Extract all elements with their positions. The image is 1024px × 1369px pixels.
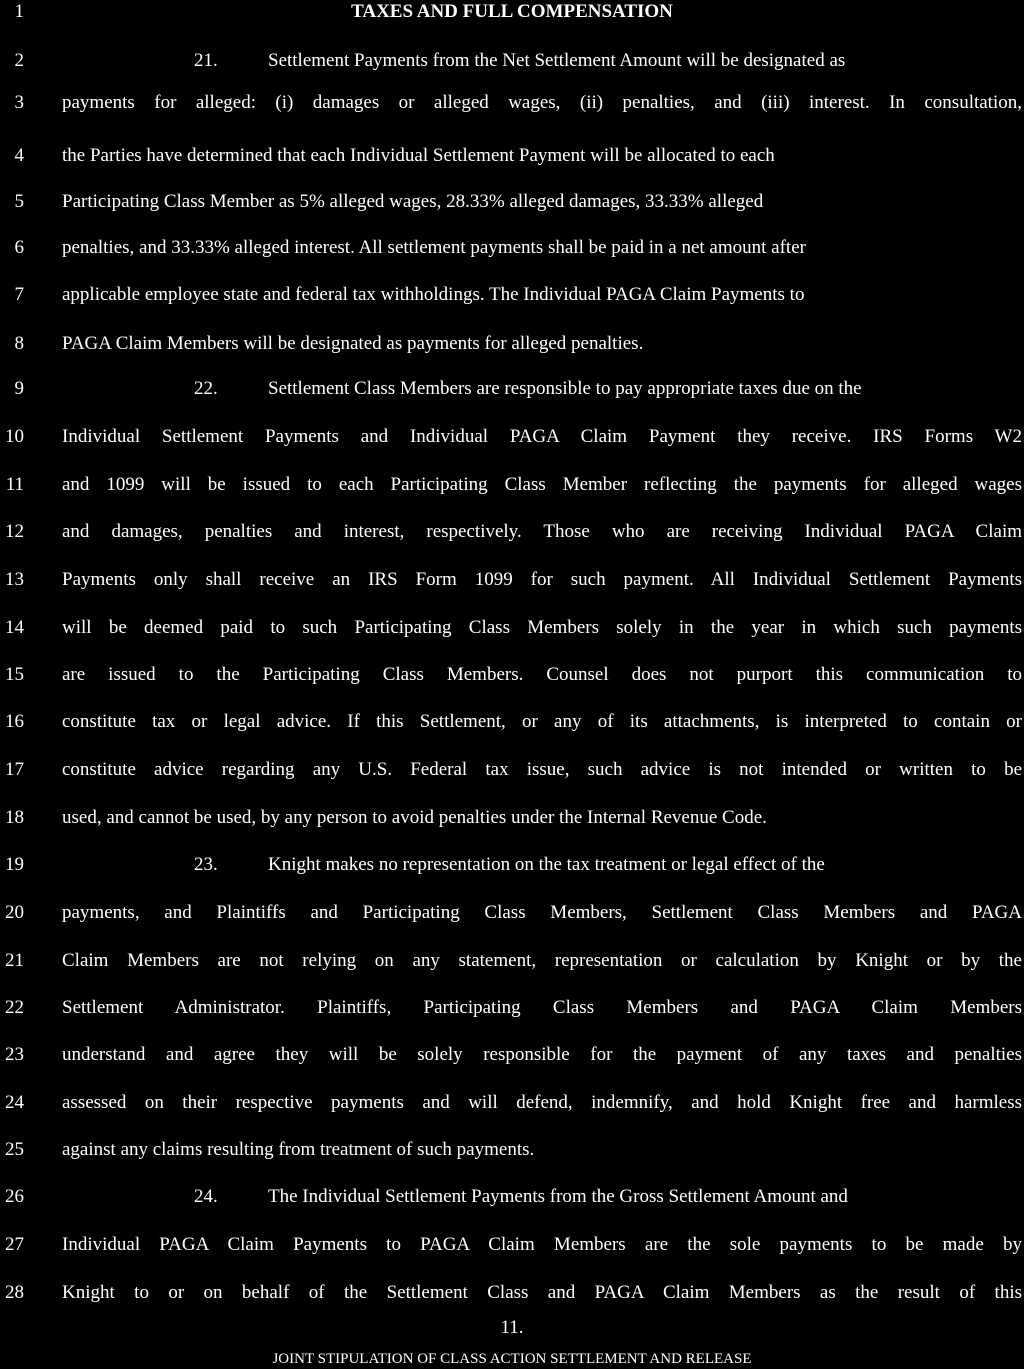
body-text-line: against any claims resulting from treatment of such payments. [62,1139,535,1160]
line-text: Settlement Class Members are responsible to pay appropriate taxes due on the [268,378,862,399]
body-text-line: Payments only shall receive an IRS Form 1099 for such payment. All Individual Settlement Payments [62,569,1022,590]
body-text-line: used, and cannot be used, by any person to avoid penalties under the Internal Revenue Code. [62,807,767,828]
page-number: 11. [500,1317,524,1338]
body-text-line: understand and agree they will be solely responsible for the payment of any taxes and penalties [62,1044,1022,1065]
body-text-line: Knight to or on behalf of the Settlement Class and PAGA Claim Members as the result of this [62,1282,1022,1303]
line-number: 3 [14,92,24,113]
line-number: 23 [5,1044,24,1065]
body-text-line: penalties, and 33.33% alleged interest. All settlement payments shall be paid in a net amount after [62,237,806,258]
line-number: 13 [5,569,24,590]
body-text-line: PAGA Claim Members will be designated as payments for alleged penalties. [62,333,644,354]
paragraph-number: 22. [194,378,218,399]
body-text-line: are issued to the Participating Class Members. Counsel does not purport this communication to [62,664,1022,685]
body-text-line: constitute advice regarding any U.S. Federal tax issue, such advice is not intended or written to be [62,759,1022,780]
line-number: 8 [14,333,24,354]
line-text: Settlement Payments from the Net Settlement Amount will be designated as [268,50,846,71]
paragraph-start-line [194,377,1022,401]
line-number: 25 [5,1139,24,1160]
line-number: 16 [5,711,24,732]
paragraph-start-line [194,1185,1022,1209]
line-number: 24 [5,1092,24,1113]
paragraph-start-line [194,853,1022,877]
line-number: 4 [14,145,24,166]
line-number: 11 [5,474,24,495]
line-number: 2 [14,50,24,71]
line-number: 20 [5,902,24,923]
body-text-line: Settlement Administrator. Plaintiffs, Participating Class Members and PAGA Claim Members [62,997,1022,1018]
body-text-line: assessed on their respective payments and will defend, indemnify, and hold Knight free and harmless [62,1092,1022,1113]
body-text-line: Individual PAGA Claim Payments to PAGA Claim Members are the sole payments to be made by [62,1234,1022,1255]
line-number: 9 [14,378,24,399]
line-number: 21 [5,950,24,971]
line-number: 22 [5,997,24,1018]
paragraph-number: 23. [194,854,218,875]
body-text-line: the Parties have determined that each Individual Settlement Payment will be allocated to each [62,145,775,166]
line-number: 1 [14,1,24,22]
body-text-line: payments for alleged: (i) damages or alleged wages, (ii) penalties, and (iii) interest. In consultation, [62,92,1022,113]
paragraph-number: 21. [194,50,218,71]
body-text-line: and 1099 will be issued to each Participating Class Member reflecting the payments for alleged wages [62,474,1022,495]
paragraph-start-line [194,49,1022,73]
line-number: 7 [14,284,24,305]
body-text-line: Individual Settlement Payments and Individual PAGA Claim Payment they receive. IRS Forms W2 [62,426,1022,447]
line-number: 15 [5,664,24,685]
body-text-line: constitute tax or legal advice. If this Settlement, or any of its attachments, is interpreted to contain or [62,711,1022,732]
line-number: 26 [5,1186,24,1207]
line-text: The Individual Settlement Payments from the Gross Settlement Amount and [268,1186,848,1207]
paragraph-number: 24. [194,1186,218,1207]
body-text-line: payments, and Plaintiffs and Participating Class Members, Settlement Class Members and PAGA [62,902,1022,923]
line-number: 27 [5,1234,24,1255]
body-text-line: applicable employee state and federal tax withholdings. The Individual PAGA Claim Payments to [62,284,805,305]
body-text-line: and damages, penalties and interest, respectively. Those who are receiving Individual PAGA Claim [62,521,1022,542]
line-number: 10 [5,426,24,447]
line-number: 17 [5,759,24,780]
line-number: 6 [14,237,24,258]
line-number: 19 [5,854,24,875]
section-heading: TAXES AND FULL COMPENSATION [351,1,673,22]
line-number: 18 [5,807,24,828]
body-text-line: Participating Class Member as 5% alleged wages, 28.33% alleged damages, 33.33% alleged [62,191,764,212]
body-text-line: Claim Members are not relying on any statement, representation or calculation by Knight or by the [62,950,1022,971]
line-number: 14 [5,617,24,638]
line-number: 28 [5,1282,24,1303]
body-text-line: will be deemed paid to such Participating Class Members solely in the year in which such payments [62,617,1022,638]
page-footer: JOINT STIPULATION OF CLASS ACTION SETTLEMENT AND RELEASE [272,1351,752,1367]
line-number: 12 [5,521,24,542]
line-number: 5 [14,191,24,212]
line-text: Knight makes no representation on the tax treatment or legal effect of the [268,854,825,875]
